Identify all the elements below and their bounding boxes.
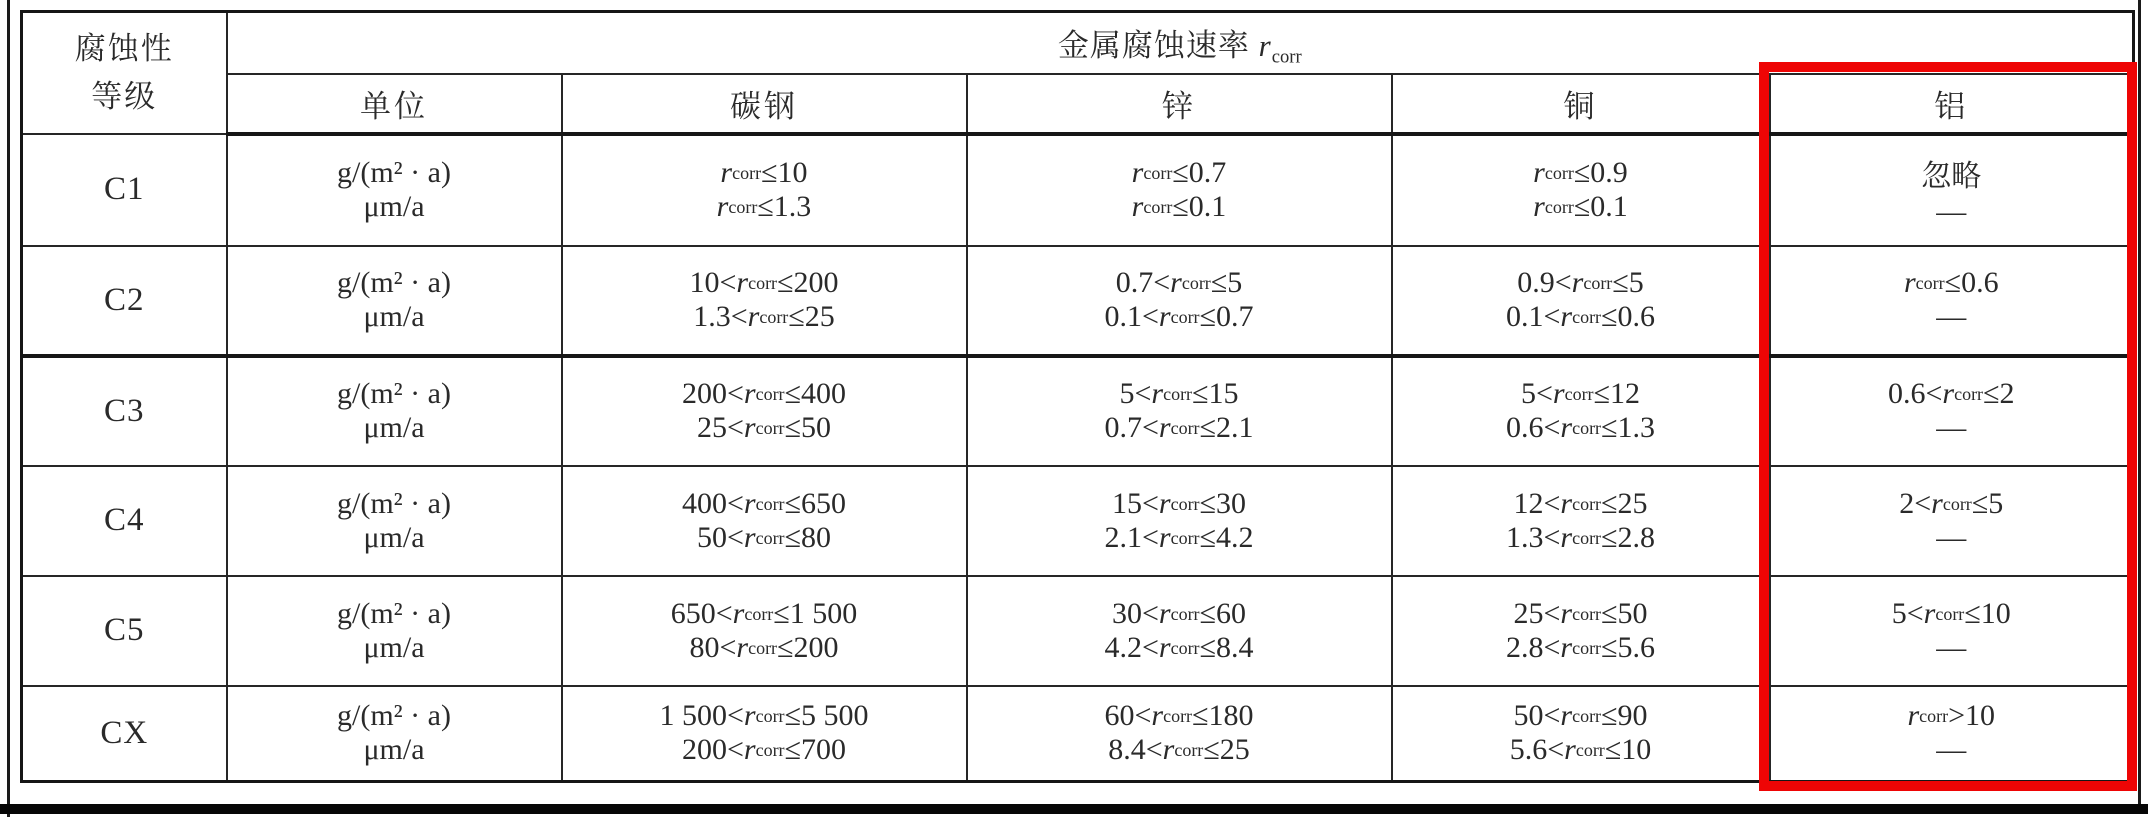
cell-line: 10< r corr ≤200 [689,266,839,299]
value-cell [1770,686,2134,782]
unit-cell [227,576,562,686]
value-cell [967,356,1392,466]
value-cell [1770,576,2134,686]
column-header-锌: 锌 [967,74,1392,134]
value-cell [967,686,1392,782]
value-cell [967,134,1392,246]
cell-line: g/(m² · a) [337,699,451,733]
cell-line: 5< r corr ≤15 [1119,377,1239,410]
cell-line: 8.4< r corr ≤25 [1108,733,1250,767]
unit-cell [227,356,562,466]
cell-line: 200< r corr ≤400 [681,377,847,410]
cell-line: 0.1< r corr ≤0.6 [1505,300,1656,333]
cell-line: 0.7< r corr ≤2.1 [1104,411,1254,444]
grade-cell: C3 [22,356,227,466]
cell-line: 0.1< r corr ≤0.7 [1104,300,1254,333]
value-cell [967,576,1392,686]
cell-line: μm/a [363,520,425,554]
cell-line: r corr >10 [1907,699,1996,733]
value-cell [1392,134,1770,246]
value-cell [1392,466,1770,576]
grade-cell: C2 [22,246,227,356]
value-cell [967,246,1392,356]
page-bottom-bar [0,804,2148,814]
cell-line: 0.7< r corr ≤5 [1115,266,1243,299]
cell-line: 15< r corr ≤30 [1111,486,1247,520]
value-cell [562,466,967,576]
table-row-C2 [22,246,2134,356]
cell-line: r corr ≤0.1 [1131,190,1227,223]
cell-line: 2< r corr ≤5 [1899,486,2004,520]
cell-line: 1.3< r corr ≤25 [693,300,835,333]
value-cell [1392,356,1770,466]
table-body [22,134,2134,782]
cell-line: 30< r corr ≤60 [1111,596,1247,630]
grade-cell: C1 [22,134,227,246]
column-header-铜: 铜 [1392,74,1770,134]
table-row-CX [22,686,2134,782]
grade-cell: CX [22,686,227,782]
table-header [22,12,2134,134]
cell-line: g/(m² · a) [337,596,451,630]
grade-cell: C4 [22,466,227,576]
unit-cell [227,686,562,782]
cell-line: g/(m² · a) [337,377,451,410]
cell-line: — [1936,195,1967,228]
cell-line: — [1936,520,1967,554]
cell-line: g/(m² · a) [337,486,451,520]
cell-line: 5< r corr ≤12 [1520,377,1641,410]
cell-line: 12< r corr ≤25 [1513,486,1648,520]
cell-line: 60< r corr ≤180 [1104,699,1254,733]
value-cell [1770,466,2134,576]
cell-line: 4.2< r corr ≤8.4 [1104,630,1254,664]
column-header-铝: 铝 [1770,74,2134,134]
cell-line: 400< r corr ≤650 [681,486,847,520]
value-cell [1770,134,2134,246]
unit-cell [227,466,562,576]
column-header-单位: 单位 [227,74,562,134]
cell-line: 650< r corr ≤1 500 [670,596,858,630]
cell-line: r corr ≤0.7 [1131,156,1227,189]
cell-line: μm/a [363,630,425,664]
cell-line: r corr ≤0.6 [1903,266,1999,299]
table-row-C3 [22,356,2134,466]
value-cell [1770,246,2134,356]
value-cell [967,466,1392,576]
corrosion-rate-table [20,10,2135,783]
value-cell [1392,576,1770,686]
cell-line: r corr ≤10 [720,156,808,189]
cell-line: r corr ≤0.1 [1533,190,1628,223]
cell-line: 25< r corr ≤50 [1513,596,1648,630]
value-cell [562,356,967,466]
cell-line: 2.1< r corr ≤4.2 [1104,520,1254,554]
cell-line: 80< r corr ≤200 [689,630,839,664]
value-cell [1770,356,2134,466]
cell-line: r corr ≤1.3 [716,190,812,223]
column-header-碳钢: 碳钢 [562,74,967,134]
span-header-row [22,12,2134,74]
cell-line: μm/a [363,733,425,767]
cell-line: — [1936,411,1967,444]
value-cell [562,576,967,686]
value-cell [1392,686,1770,782]
cell-line: 50< r corr ≤90 [1513,699,1648,733]
columns-row [22,74,2134,134]
page-left-edge [7,0,10,817]
value-cell [562,134,967,246]
corner-header-line1: 腐蚀性 [74,30,174,66]
cell-line: g/(m² · a) [337,266,451,299]
cell-line: 忽略 [1921,160,1982,193]
cell-line: 25< r corr ≤50 [696,411,832,444]
corner-header-line2: 等级 [91,78,158,114]
value-cell [562,246,967,356]
grade-cell: C5 [22,576,227,686]
cell-line: 0.6< r corr ≤2 [1887,377,2015,410]
cell-line: 0.9< r corr ≤5 [1517,266,1644,299]
unit-cell [227,246,562,356]
cell-line: r corr ≤0.9 [1533,156,1628,189]
cell-line: 200< r corr ≤700 [681,733,847,767]
cell-line: 1.3< r corr ≤2.8 [1505,520,1656,554]
unit-cell [227,134,562,246]
cell-line: 5< r corr ≤10 [1891,596,2011,630]
cell-line: — [1936,733,1967,767]
cell-line: g/(m² · a) [337,156,451,189]
cell-line: — [1936,300,1967,333]
corner-header-cell [22,12,227,134]
value-cell [562,686,967,782]
table-row-C5 [22,576,2134,686]
cell-line: — [1936,630,1967,664]
span-header-cell: 金属腐蚀速率 $r_{corr}$ [227,12,2134,74]
cell-line: μm/a [363,190,425,223]
cell-line: μm/a [363,411,425,444]
cell-line: 50< r corr ≤80 [696,520,832,554]
page-right-edge [2138,0,2141,805]
cell-line: 2.8< r corr ≤5.6 [1505,630,1656,664]
cell-line: 1 500< r corr ≤5 500 [659,699,869,733]
cell-line: μm/a [363,300,425,333]
table-row-C1 [22,134,2134,246]
cell-line: 0.6< r corr ≤1.3 [1505,411,1656,444]
value-cell [1392,246,1770,356]
cell-line: 5.6< r corr ≤10 [1509,733,1652,767]
table-row-C4 [22,466,2134,576]
